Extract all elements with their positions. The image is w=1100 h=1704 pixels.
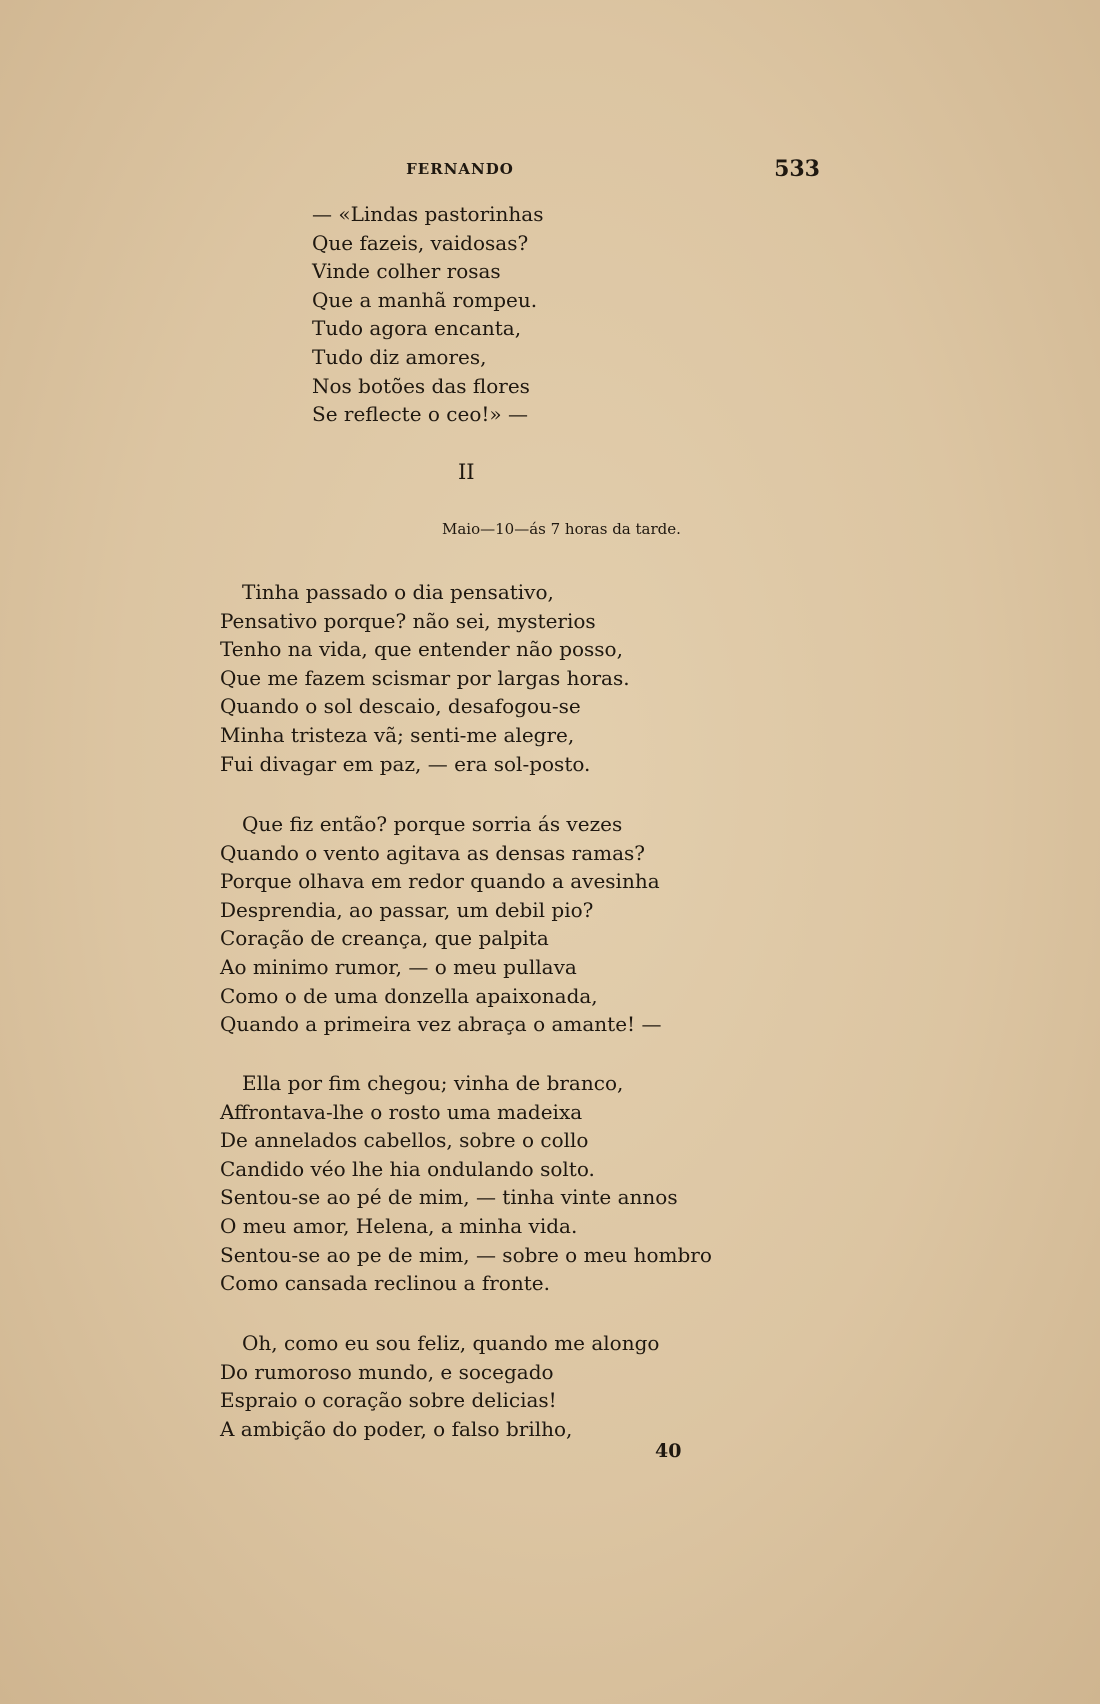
- verse-line: Nos botões das flores: [312, 373, 530, 398]
- verse-line: Pensativo porque? não sei, mysterios: [220, 608, 596, 633]
- section-numeral: II: [458, 460, 475, 484]
- verse-line: Sentou-se ao pé de mim, — tinha vinte annos: [220, 1185, 678, 1210]
- verse-line: Porque olhava em redor quando a avesinha: [220, 869, 660, 894]
- verse-line: Candido véo lhe hia ondulando solto.: [220, 1156, 595, 1181]
- verse-line: Tudo agora encanta,: [312, 316, 522, 341]
- verse-line: Como cansada reclinou a fronte.: [220, 1271, 550, 1296]
- song-stanza: [312, 200, 543, 429]
- running-head-title: FERNANDO: [406, 160, 514, 178]
- verse-line: Fui divagar em paz, — era sol-posto.: [220, 751, 591, 776]
- stanza: [220, 1069, 712, 1298]
- verse-line: Quando o vento agitava as densas ramas?: [220, 840, 646, 865]
- verse-line: Tenho na vida, que entender não posso,: [220, 637, 623, 662]
- stanza: [220, 1329, 659, 1443]
- verse-line: Tudo diz amores,: [312, 344, 487, 369]
- verse-line: Quando a primeira vez abraça o amante! —: [220, 1012, 662, 1037]
- verse-line: De annelados cabellos, sobre o collo: [220, 1128, 589, 1153]
- verse-line: Sentou-se ao pe de mim, — sobre o meu hombro: [220, 1242, 712, 1267]
- verse-line: Affrontava-lhe o rosto uma madeixa: [220, 1099, 583, 1124]
- verse-line: Que fazeis, vaidosas?: [312, 230, 529, 255]
- verse-line: Ella por fim chegou; vinha de branco,: [242, 1071, 624, 1095]
- stanza: [220, 578, 630, 778]
- verse-line: Quando o sol descaio, desafogou-se: [220, 694, 581, 719]
- verse-line: Oh, como eu sou feliz, quando me alongo: [242, 1331, 660, 1355]
- verse-line: Coração de creança, que palpita: [220, 926, 549, 951]
- verse-line: Vinde colher rosas: [312, 259, 501, 284]
- verse-line: Ao minimo rumor, — o meu pullava: [220, 954, 577, 979]
- verse-line: Tinha passado o dia pensativo,: [242, 580, 554, 604]
- stanza: [220, 810, 661, 1039]
- verse-line: O meu amor, Helena, a minha vida.: [220, 1213, 578, 1238]
- verse-line: Desprendia, ao passar, um debil pio?: [220, 897, 594, 922]
- verse-line: — «Lindas pastorinhas: [312, 202, 544, 226]
- verse-line: Que a manhã rompeu.: [312, 287, 538, 312]
- page-number: 533: [774, 156, 820, 182]
- signature-mark: 40: [655, 1440, 682, 1462]
- dateline: Maio—10—ás 7 horas da tarde.: [442, 520, 681, 538]
- verse-line: Como o de uma donzella apaixonada,: [220, 983, 598, 1008]
- verse-line: Que me fazem scismar por largas horas.: [220, 665, 630, 690]
- verse-line: Se reflecte o ceo!» —: [312, 402, 529, 427]
- verse-line: Do rumoroso mundo, e socegado: [220, 1359, 554, 1384]
- verse-line: Espraio o coração sobre delicias!: [220, 1388, 557, 1413]
- verse-line: Minha tristeza vã; senti-me alegre,: [220, 722, 575, 747]
- verse-line: A ambição do poder, o falso brilho,: [220, 1416, 573, 1441]
- verse-line: Que fiz então? porque sorria ás vezes: [242, 812, 623, 836]
